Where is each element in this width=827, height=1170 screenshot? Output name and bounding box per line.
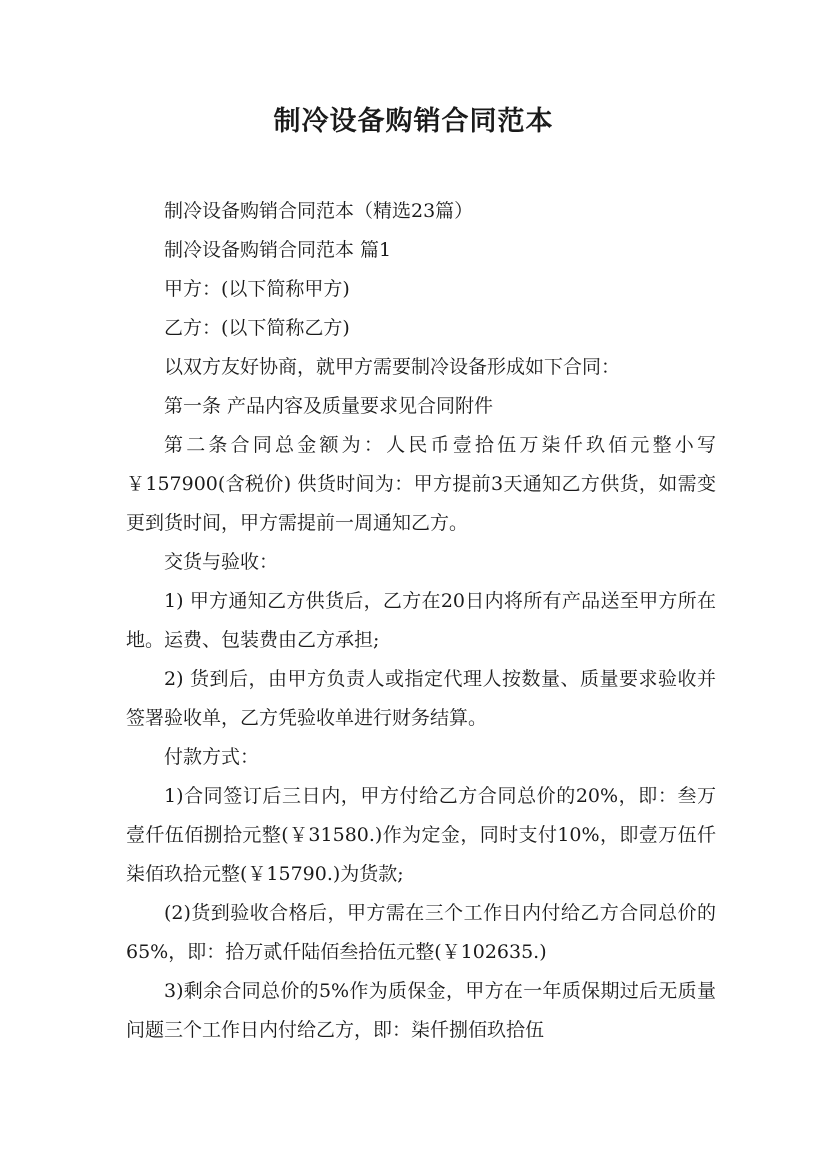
paragraph: 制冷设备购销合同范本（精选23篇） (164, 200, 474, 222)
paragraph: 第二条合同总金额为：人民币壹拾伍万柒仟玖佰元整小写￥157900(含税价) 供货时间为：甲方提前3天通知乙方供货，如需变更到货时间，甲方需提前一周通知乙方。 (126, 434, 716, 534)
paragraph: (2)货到验收合格后，甲方需在三个工作日内付给乙方合同总价的65%，即：拾万贰仟陆佰叁拾伍元整(￥102635.) (126, 902, 716, 963)
paragraph: 第一条 产品内容及质量要求见合同附件 (164, 395, 494, 417)
paragraph: 付款方式： (164, 746, 260, 768)
paragraph: 1) 甲方通知乙方供货后，乙方在20日内将所有产品送至甲方所在地。运费、包装费由乙方承担; (126, 590, 716, 651)
paragraph: 乙方：(以下简称乙方) (164, 317, 350, 339)
paragraph: 以双方友好协商，就甲方需要制冷设备形成如下合同： (164, 356, 621, 378)
paragraph: 2) 货到后，由甲方负责人或指定代理人按数量、质量要求验收并签署验收单，乙方凭验收单进行财务结算。 (126, 668, 716, 729)
paragraph: 1)合同签订后三日内，甲方付给乙方合同总价的20%，即：叁万壹仟伍佰捌拾元整(￥31580.)作为定金，同时支付10%，即壹万伍仟柒佰玖拾元整(￥15790.)为货款; (126, 785, 716, 885)
document-body (126, 192, 716, 1050)
paragraph: 甲方：(以下简称甲方) (164, 278, 350, 300)
paragraph: 交货与验收： (164, 551, 279, 573)
paragraph: 制冷设备购销合同范本 篇1 (164, 239, 392, 261)
paragraph: 3)剩余合同总价的5%作为质保金，甲方在一年质保期过后无质量问题三个工作日内付给乙方，即：柒仟捌佰玖拾伍 (126, 980, 716, 1041)
document-title: 制冷设备购销合同范本 (273, 106, 554, 137)
